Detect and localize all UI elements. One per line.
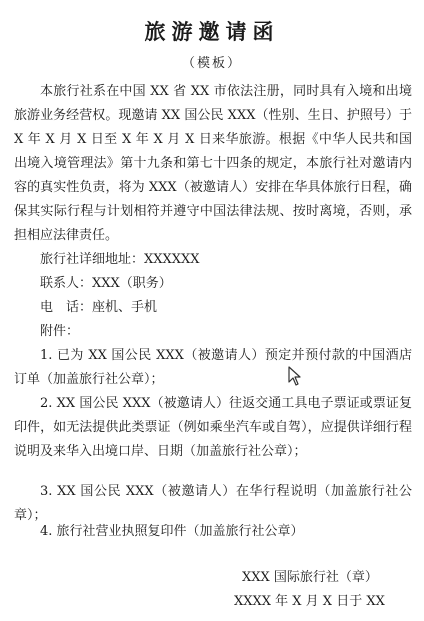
attachment-item-4: 4. 旅行社营业执照复印件（加盖旅行社公章）: [40, 524, 304, 539]
signature-line: XXX 国际旅行社（章）: [242, 570, 378, 585]
intro-paragraph: 本旅行社系在中国 XX 省 XX 市依法注册，同时具有入境和出境旅游业务经营权。现邀请 XX 国公民 XXX（性别、生日、护照号）于 X 年 X 月 X 日至 X 年 X 月 X 日来华旅游。根据《中华人民共和国出境入境管理法》第十九条和第七十四条的规定，本旅行社对邀请内容的真实性负责，将为 XXX（被邀请人）安排在华具体旅行日程，确保其实际行程与计划相符并遵守中国法律法规、按时离境，否则，承担相应法律责任。: [14, 84, 412, 243]
phone-line: 电 话：座机、手机: [40, 300, 158, 315]
document-subtitle: （模板）: [181, 56, 242, 71]
attachment-item-2: 2. XX 国公民 XXX（被邀请人）往返交通工具电子票证或票证复印件，如无法提供此类票证（例如乘坐汽车或自驾），应提供详细行程说明及来华入出境口岸、日期（加盖旅行社公章）；: [14, 396, 412, 459]
attachments-label: 附件：: [40, 324, 80, 339]
address-line: 旅行社详细地址：XXXXXX: [40, 252, 200, 267]
attachment-item-1: 1. 已为 XX 国公民 XXX（被邀请人）预定并预付款的中国酒店订单（加盖旅行社公章）；: [14, 348, 412, 387]
date-line: XXXX 年 X 月 X 日于 XX: [234, 594, 385, 609]
document-title: 旅游邀请函: [144, 19, 280, 44]
mouse-cursor-icon: [288, 366, 302, 386]
attachment-item-3: 3. XX 国公民 XXX（被邀请人）在华行程说明（加盖旅行社公章）；: [14, 484, 412, 523]
contact-line: 联系人：XXX（职务）: [40, 276, 172, 291]
